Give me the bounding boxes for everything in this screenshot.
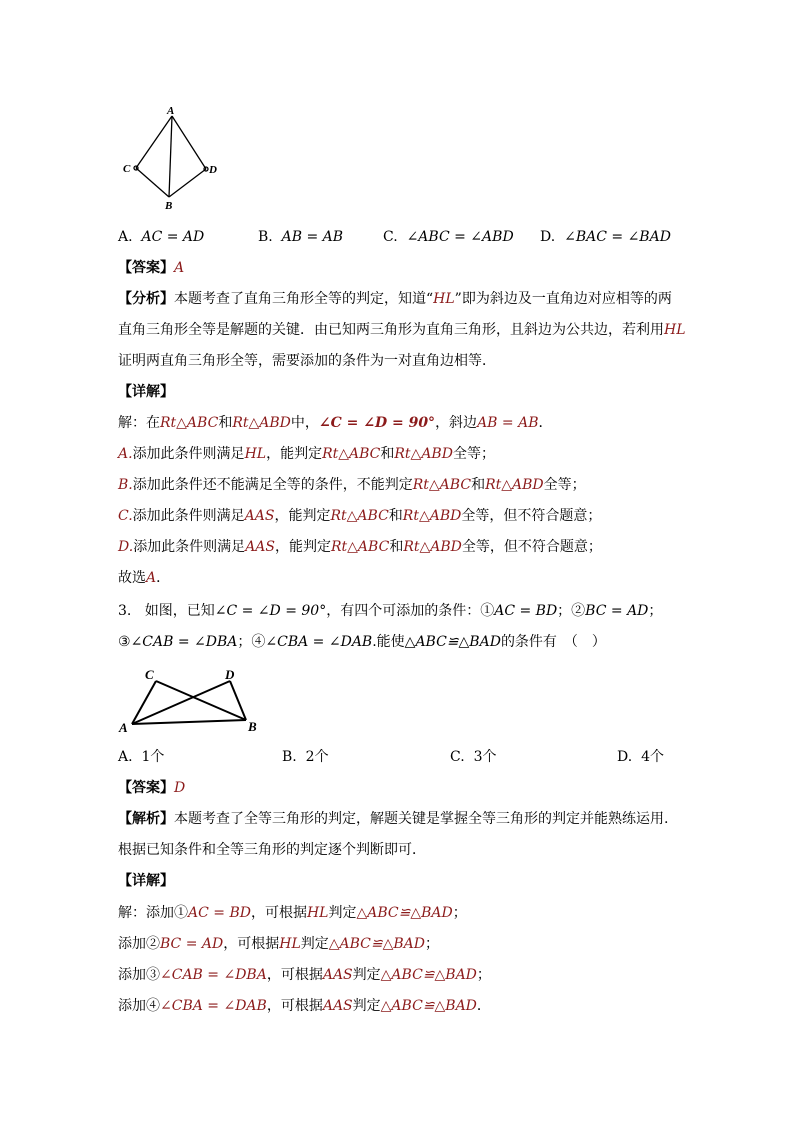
math: Rt△ABD <box>403 539 462 555</box>
analysis-tag: 【解析】 <box>118 811 174 827</box>
text: 和 <box>380 446 395 462</box>
q3-label-d: D <box>225 667 235 682</box>
math: AAS <box>322 967 353 983</box>
q3-option-a <box>118 747 164 767</box>
text: 添加此条件则满足 <box>132 446 245 462</box>
math: BC = AD <box>585 603 649 619</box>
text: ，斜边 <box>435 415 478 431</box>
answer-tag: 【答案】 <box>118 260 174 276</box>
text: ，能判定 <box>274 508 331 524</box>
math: ∠C = ∠D = 90° <box>318 415 436 431</box>
q2-detail-line-2 <box>118 444 495 464</box>
text: ． <box>538 415 553 431</box>
q2-detail-line-1 <box>118 413 553 433</box>
q2-figure <box>118 100 228 215</box>
q3-detail-heading <box>118 871 174 891</box>
q3-answer <box>118 778 185 798</box>
text: 判定 <box>300 936 329 952</box>
q3-detail-line-3 <box>118 965 491 985</box>
text: 解：添加① <box>118 905 188 921</box>
text: 中， <box>290 415 319 431</box>
option-letter: B. <box>282 749 297 765</box>
option-text: AB = AB <box>281 229 344 245</box>
math: △ABC≌△BAD <box>380 998 477 1014</box>
option-letter: C. <box>450 749 465 765</box>
text: ；② <box>557 603 586 619</box>
q3-detail-line-2 <box>118 934 439 954</box>
q2-label-c: C <box>123 163 131 175</box>
math: D. <box>118 539 134 555</box>
math: B. <box>118 477 133 493</box>
math: Rt△ABC <box>322 446 381 462</box>
answer-value: A <box>174 260 185 276</box>
math: AAS <box>322 998 353 1014</box>
option-text: AC = AD <box>141 229 205 245</box>
option-text: 4个 <box>641 749 665 765</box>
q3-option-d <box>617 747 664 767</box>
text: .能使 <box>372 634 405 650</box>
math: HL <box>664 322 686 338</box>
q3-option-b <box>282 747 329 767</box>
text: 判定 <box>352 998 381 1014</box>
detail-tag: 【详解】 <box>118 873 174 889</box>
text: 和 <box>389 539 404 555</box>
q2-detail-line-5 <box>118 537 602 557</box>
text: 和 <box>388 508 403 524</box>
text: 如图，已知 <box>144 603 215 619</box>
math: ∠CAB = ∠DBA <box>160 967 267 983</box>
text: ”即为斜边及一直角边对应相等的两 <box>454 291 672 307</box>
option-letter: D. <box>617 749 633 765</box>
text: ，可根据 <box>223 936 280 952</box>
math: BC = AD <box>160 936 224 952</box>
text: 的条件有 （ ） <box>500 634 606 650</box>
math: Rt△ABD <box>394 446 453 462</box>
q2-option-b <box>258 227 343 247</box>
text: 本题考查了全等三角形的判定，解题关键是掌握全等三角形的判定并能熟练运用. <box>174 811 669 827</box>
detail-tag: 【详解】 <box>118 384 174 400</box>
q2-option-c <box>383 227 514 247</box>
text: ． <box>476 998 491 1014</box>
text: ，可根据 <box>250 905 307 921</box>
q2-option-d <box>540 227 671 247</box>
text: ； <box>648 603 663 619</box>
math: AC = BD <box>188 905 251 921</box>
math: AAS <box>244 508 275 524</box>
option-letter: D. <box>540 229 556 245</box>
text: 添加此条件则满足 <box>133 539 246 555</box>
math: C. <box>118 508 133 524</box>
option-text: 1个 <box>141 749 165 765</box>
text: 添加此条件还不能满足全等的条件，不能判定 <box>132 477 413 493</box>
math: A. <box>118 446 133 462</box>
text: 添加② <box>118 936 160 952</box>
text: 和 <box>471 477 486 493</box>
math: △ABC≌△BAD <box>356 905 453 921</box>
q2-detail-heading <box>118 382 174 402</box>
text: 故选 <box>118 570 146 586</box>
text: 全等，但不符合题意； <box>461 539 602 555</box>
text: ； <box>476 967 491 983</box>
math: ∠CBA = ∠DAB <box>160 998 267 1014</box>
math: AB = AB <box>477 415 539 431</box>
math: Rt△ABD <box>485 477 544 493</box>
math: AC = BD <box>494 603 558 619</box>
analysis-tag: 【分析】 <box>118 291 174 307</box>
text: ； <box>452 905 467 921</box>
text: 证明两直角三角形全等，需要添加的条件为一对直角边相等． <box>118 353 496 369</box>
text: 判定 <box>328 905 357 921</box>
q2-detail-line-6 <box>118 568 170 588</box>
math: Rt△ABC <box>412 477 472 493</box>
text: ，可根据 <box>266 967 323 983</box>
q2-detail-line-3 <box>118 475 586 495</box>
text: 根据已知条件和全等三角形的判定逐个判断即可． <box>118 842 426 858</box>
text: ，能判定 <box>266 446 323 462</box>
option-letter: A. <box>118 229 133 245</box>
math: A <box>146 570 157 586</box>
text: ，有四个可添加的条件：① <box>326 603 495 619</box>
math: ∠CAB = ∠DBA <box>130 634 238 650</box>
q3-analysis-line-1 <box>118 809 668 829</box>
q3-statement-line-2 <box>118 632 606 652</box>
math: Rt△ABD <box>402 508 462 524</box>
q3-label-c: C <box>145 667 154 682</box>
q2-answer <box>118 258 184 278</box>
q3-label-a: A <box>119 720 128 735</box>
option-letter: B. <box>258 229 273 245</box>
text: ，能判定 <box>275 539 331 555</box>
math: AAS <box>245 539 275 555</box>
option-text: 2个 <box>305 749 329 765</box>
text: 添加④ <box>118 998 160 1014</box>
text: 全等； <box>452 446 495 462</box>
q2-label-b: B <box>165 200 173 212</box>
q3-option-c <box>450 747 497 767</box>
text: 本题考查了直角三角形全等的判定，知道“ <box>174 291 434 307</box>
q2-option-a <box>118 227 204 247</box>
math: ∠C = ∠D = 90° <box>214 603 327 619</box>
question-number: 3. <box>118 603 132 619</box>
math: △ABC≌△BAD <box>380 967 477 983</box>
text: 全等； <box>543 477 586 493</box>
q2-analysis-line-2 <box>118 320 686 340</box>
text: 添加③ <box>118 967 160 983</box>
q3-label-b: B <box>248 719 257 734</box>
option-letter: C. <box>383 229 398 245</box>
option-letter: A. <box>118 749 133 765</box>
math: ∠CBA = ∠DAB <box>265 634 373 650</box>
text: ③ <box>118 634 131 650</box>
option-text: ∠BAC = ∠BAD <box>564 229 671 245</box>
q3-detail-line-4 <box>118 996 491 1016</box>
math: Rt△ABC <box>331 539 390 555</box>
q2-label-d: D <box>209 164 217 176</box>
answer-value: D <box>174 780 186 796</box>
math: HL <box>306 905 329 921</box>
text: ；④ <box>237 634 266 650</box>
math: HL <box>279 936 301 952</box>
math: HL <box>433 291 455 307</box>
text: 判定 <box>352 967 381 983</box>
text: 全等，但不符合题意； <box>461 508 602 524</box>
q2-analysis-line-3 <box>118 351 496 371</box>
text: 解：在 <box>118 415 160 431</box>
text: ． <box>156 570 171 586</box>
option-text: 3个 <box>473 749 497 765</box>
q3-detail-line-1 <box>118 903 467 923</box>
math: △ABC≌△BAD <box>404 634 501 650</box>
text: 添加此条件则满足 <box>132 508 245 524</box>
math: Rt△ABC <box>160 415 219 431</box>
q2-detail-line-4 <box>118 506 601 526</box>
math: Rt△ABC <box>330 508 389 524</box>
math: HL <box>244 446 267 462</box>
text: ，可根据 <box>266 998 323 1014</box>
math: Rt△ABD <box>232 415 291 431</box>
q3-statement-line-1 <box>118 601 662 621</box>
text: 和 <box>218 415 233 431</box>
q2-analysis-line-1 <box>118 289 672 309</box>
q3-analysis-line-2 <box>118 840 426 860</box>
q2-label-a: A <box>167 105 175 117</box>
option-text: ∠ABC = ∠ABD <box>406 229 514 245</box>
q3-figure <box>118 664 266 738</box>
math: △ABC≌△BAD <box>328 936 426 952</box>
text: ； <box>425 936 440 952</box>
answer-tag: 【答案】 <box>118 780 174 796</box>
text: 直角三角形全等是解题的关键．由已知两三角形为直角三角形，且斜边为公共边，若利用 <box>118 322 664 338</box>
